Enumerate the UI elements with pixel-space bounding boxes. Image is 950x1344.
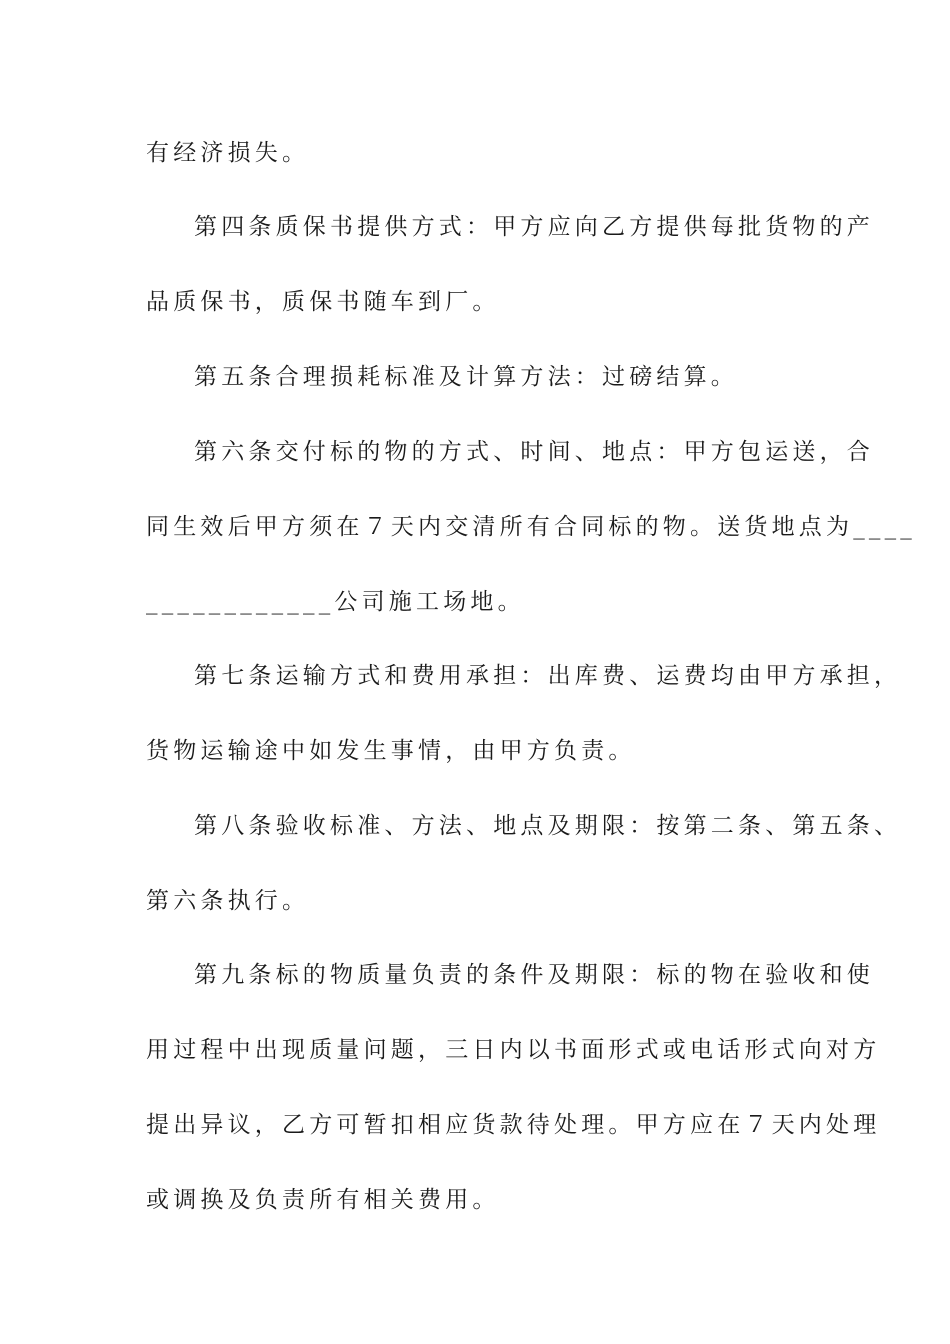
text-line-5: 第六条交付标的物的方式、时间、地点：甲方包运送，合 <box>194 439 874 465</box>
text-line-3: 品质保书，质保书随车到厂。 <box>146 289 500 315</box>
text-line-10: 第八条验收标准、方法、地点及期限：按第二条、第五条、 <box>194 813 902 839</box>
text-line-7: ____________公司施工场地。 <box>146 589 525 615</box>
text-line-12: 第九条标的物质量负责的条件及期限：标的物在验收和使 <box>194 962 874 988</box>
text-line-4: 第五条合理损耗标准及计算方法：过磅结算。 <box>194 364 738 390</box>
text-line-14: 提出异议，乙方可暂扣相应货款待处理。甲方应在７天内处理 <box>146 1112 881 1138</box>
text-line-2: 第四条质保书提供方式：甲方应向乙方提供每批货物的产 <box>194 214 874 240</box>
text-line-6: 同生效后甲方须在７天内交清所有合同标的物。送货地点为____ <box>146 514 916 540</box>
text-line-13: 用过程中出现质量问题，三日内以书面形式或电话形式向对方 <box>146 1037 881 1063</box>
text-line-1: 有经济损失。 <box>146 140 310 166</box>
text-line-8: 第七条运输方式和费用承担：出库费、运费均由甲方承担， <box>194 663 902 689</box>
text-line-11: 第六条执行。 <box>146 888 310 914</box>
text-line-15: 或调换及负责所有相关费用。 <box>146 1187 500 1213</box>
text-line-9: 货物运输途中如发生事情，由甲方负责。 <box>146 738 636 764</box>
